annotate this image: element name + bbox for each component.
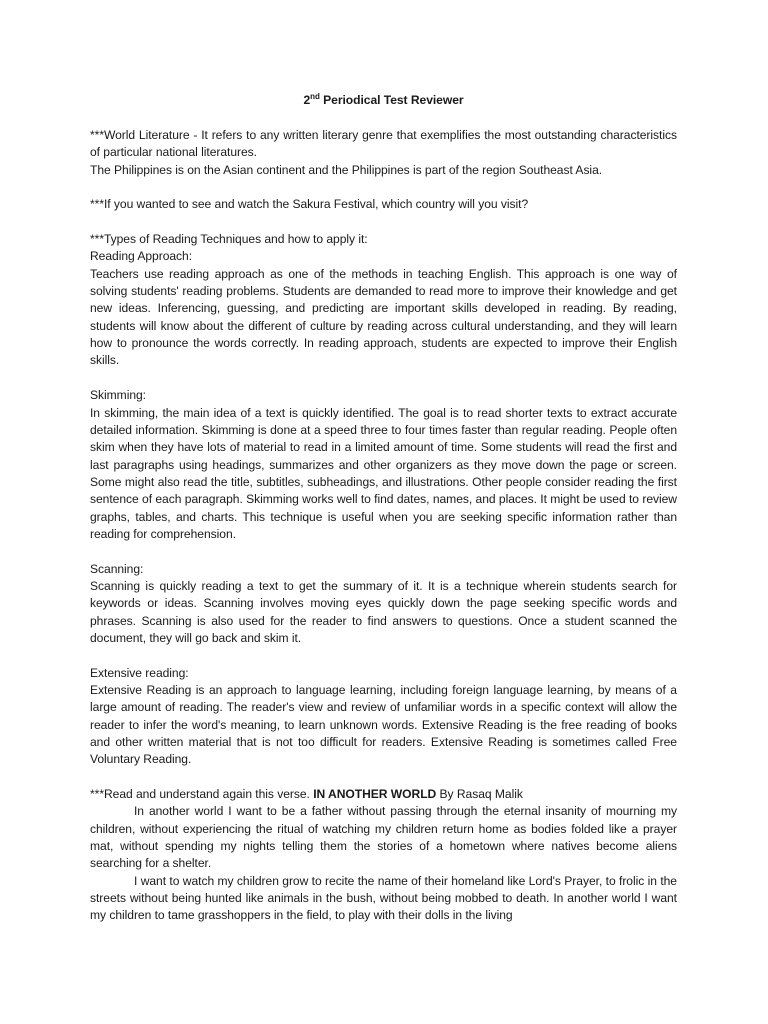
skimming-label: Skimming:: [90, 388, 146, 403]
reading-approach-text: Teachers use reading approach as one of the methods in teaching English. This approach is one way of solving students' reading problems. Students are demanded to read more to improve their knowledge and get new ideas. Inferencing, guessing, and predicting are important skills developed in reading. By reading, students will know about the different of culture by reading across cultural understanding, and they will learn how to pronounce the words correctly. In reading approach, students are expected to improve their English skills.: [90, 266, 677, 368]
skimming-text: In skimming, the main idea of a text is quickly identified. The goal is to read shorter texts to extract accurate detailed information. Skimming is done at a speed three to four times faster than regular reading. People often skim when they have lots of material to read in a limited amount of time. Some students will read the first and last paragraphs using headings, summarizes and other organizers as they move down the page or screen. Some might also read the title, subtitles, subheadings, and illustrations. Other people consider reading the first sentence of each paragraph. Skimming works well to find dates, names, and places. It might be used to review graphs, tables, and charts. This technique is useful when you are seeking specific information rather than reading for comprehension.: [90, 405, 677, 541]
poem-stanza-2: I want to watch my children grow to recite the name of their homeland like Lord's Prayer, to frolic in the streets without being hunted like animals in the bush, without being mobbed to death. In another world I want my children to tame grasshoppers in the field, to play with their dolls in the living: [90, 873, 677, 923]
poem-author: By Rasaq Malik: [436, 787, 523, 802]
scanning-label: Scanning:: [90, 561, 144, 576]
verse-intro-line: [90, 786, 677, 803]
poem-title: IN ANOTHER WORLD: [313, 787, 437, 802]
philippines-fact: The Philippines is on the Asian continent and the Philippines is part of the region Southeast Asia.: [90, 162, 603, 177]
verse-intro: ***Read and understand again this verse.: [90, 787, 314, 802]
techniques-heading: ***Types of Reading Techniques and how to apply it:: [90, 232, 368, 247]
sakura-question: ***If you wanted to see and watch the Sakura Festival, which country will you visit?: [90, 197, 529, 212]
scanning-text: Scanning is quickly reading a text to get the summary of it. It is a technique wherein students search for keywords or ideas. Scanning involves moving eyes quickly down the page seeking specific words and phrases. Scanning is also used for the reader to find answers to questions. Once a student scanned the document, they will go back and skim it.: [90, 578, 677, 645]
page-title: 2nd Periodical Test Reviewer: [303, 92, 464, 107]
extensive-reading-label: Extensive reading:: [90, 665, 189, 680]
reading-approach-label: Reading Approach:: [90, 249, 193, 264]
document-body: [90, 92, 677, 925]
poem-stanza-1: In another world I want to be a father without passing through the eternal insanity of mourning my children, without experiencing the ritual of watching my children return home as bodies folded like a prayer mat, without spending my nights telling them the stories of a hometown where natives become aliens searching for a shelter.: [90, 804, 677, 871]
title-superscript: nd: [310, 92, 320, 101]
world-literature-definition: ***World Literature - It refers to any written literary genre that exemplifies the most outstanding characteristics of particular national literatures.: [90, 128, 677, 160]
extensive-reading-text: Extensive Reading is an approach to language learning, including foreign language learning, by means of a large amount of reading. The reader's view and review of unfamiliar words in a specific context will allow the reader to infer the word's meaning, to learn unknown words. Extensive Reading is the free reading of books and other written material that is not too difficult for readers. Extensive Reading is sometimes called Free Voluntary Reading.: [90, 683, 677, 767]
